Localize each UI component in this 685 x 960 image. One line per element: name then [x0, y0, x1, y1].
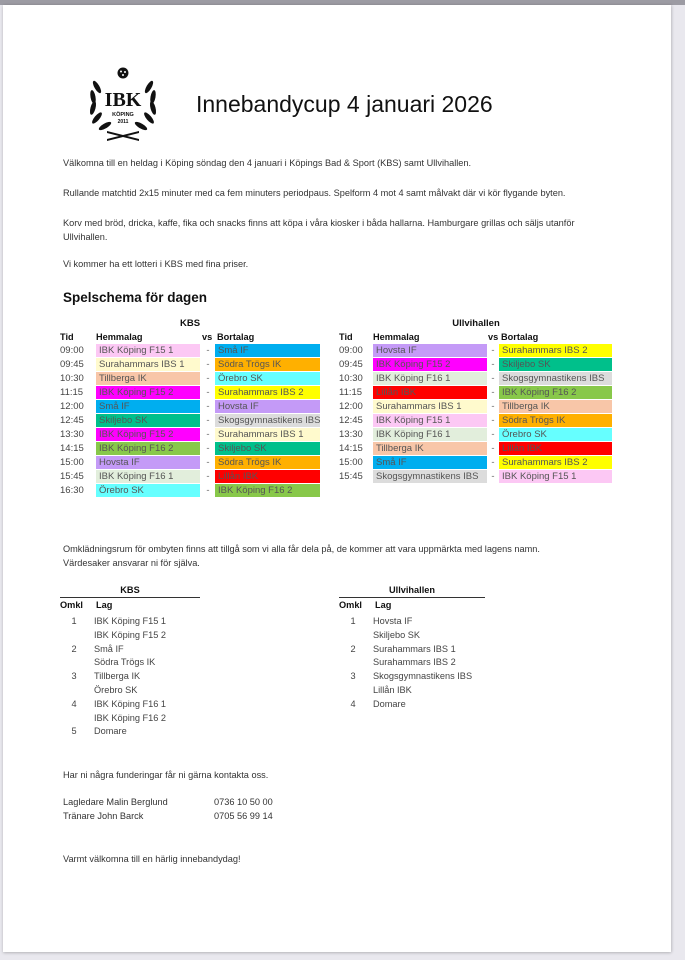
room-number: 1 — [350, 616, 356, 626]
vs-separator: - — [206, 373, 210, 384]
closing-text: Varmt välkomna till en härlig innebandydag! — [63, 854, 241, 864]
changing-room-row — [60, 655, 220, 669]
col-header-home: Hemmalag — [96, 332, 143, 342]
match-time: 16:30 — [60, 485, 84, 496]
room-number: 2 — [71, 643, 77, 654]
changing-room-row — [60, 711, 220, 725]
away-team-cell: Södra Trögs IK — [499, 414, 612, 427]
match-row — [60, 358, 320, 372]
match-row — [339, 400, 613, 414]
room-team: Lillån IBK — [373, 685, 412, 695]
home-team-cell: Surahammars IBS 1 — [96, 358, 200, 371]
col-header-time: Tid — [339, 332, 353, 342]
changing-room-row — [339, 655, 499, 669]
home-team-cell: IBK Köping F16 1 — [96, 470, 200, 483]
vs-separator: - — [491, 373, 495, 384]
away-team-cell: Skogsgymnastikens IBS — [499, 372, 612, 385]
home-team-cell: Skogsgymnastikens IBS — [373, 470, 487, 483]
intro-paragraph-4: Vi kommer ha ett lotteri i KBS med fina priser. — [63, 259, 249, 269]
match-row — [339, 428, 613, 442]
match-row — [60, 414, 320, 428]
intro-paragraph-2: Rullande matchtid 2x15 minuter med ca fem minuters periodpaus. Spelform 4 mot 4 samt målvakt där vi kör flygande byten. — [63, 188, 566, 198]
home-team-cell: Örebro SK — [96, 484, 200, 497]
room-team: Södra Trögs IK — [94, 657, 156, 668]
home-team-cell: IBK Köping F15 1 — [96, 344, 200, 357]
away-team-cell: Surahammars IBS 2 — [499, 344, 612, 357]
intro-paragraph-1: Välkomna till en heldag i Köping söndag den 4 januari i Köpings Bad & Sport (KBS) samt Ullvihallen. — [63, 158, 472, 168]
match-row — [60, 470, 320, 484]
home-team-cell: IBK Köping F15 2 — [373, 358, 487, 371]
room-team: Surahammars IBS 1 — [373, 643, 456, 654]
col-header-room: Omkl — [60, 600, 83, 610]
away-team-cell: IBK Köping F15 1 — [499, 470, 612, 483]
vs-separator: - — [206, 471, 210, 482]
match-time: 13:30 — [60, 429, 84, 440]
match-row — [339, 358, 613, 372]
vs-separator: - — [491, 429, 495, 440]
home-team-cell: Små IF — [96, 400, 200, 413]
contact-person-name: Lagledare Malin Berglund — [63, 797, 168, 807]
match-row — [60, 484, 320, 498]
home-team-cell: Hovsta IF — [373, 344, 487, 357]
match-row — [60, 344, 320, 358]
match-row — [339, 372, 613, 386]
room-number: 4 — [71, 698, 77, 709]
vs-separator: - — [491, 401, 495, 412]
vs-separator: - — [206, 485, 210, 496]
away-team-cell: Små IF — [215, 344, 320, 357]
match-row — [60, 400, 320, 414]
room-number: 4 — [350, 698, 356, 709]
room-team: Domare — [94, 726, 127, 737]
vs-separator: - — [206, 359, 210, 370]
room-number: 2 — [350, 643, 356, 654]
col-header-away: Bortalag — [217, 332, 255, 342]
away-team-cell: Skiljebo SK — [499, 358, 612, 371]
col-header-time: Tid — [60, 332, 74, 342]
match-time: 15:45 — [339, 471, 363, 482]
schedule-heading: Spelschema för dagen — [63, 290, 208, 305]
changing-rooms-ullvihallen-title: Ullvihallen — [339, 585, 485, 598]
away-team-cell: Lillån IBK — [499, 442, 612, 455]
vs-separator: - — [491, 457, 495, 468]
home-team-cell: Skiljebo SK — [96, 414, 200, 427]
match-row — [339, 470, 613, 484]
match-time: 12:45 — [60, 415, 84, 426]
vs-separator: - — [491, 345, 495, 356]
col-header-away: Bortalag — [501, 332, 539, 342]
room-team: Skiljebo SK — [373, 629, 420, 640]
col-header-team: Lag — [96, 600, 113, 610]
vs-separator: - — [206, 415, 210, 426]
match-time: 15:00 — [339, 457, 363, 468]
away-team-cell: Surahammars IBS 2 — [215, 386, 320, 399]
changing-room-row — [60, 724, 220, 738]
changing-room-row — [60, 697, 220, 711]
match-time: 09:00 — [60, 345, 84, 356]
home-team-cell: IBK Köping F16 2 — [96, 442, 200, 455]
schedule-ullvihallen-title: Ullvihallen — [452, 318, 500, 329]
col-header-home: Hemmalag — [373, 332, 420, 342]
changing-rooms-intro-1: Omklädningsrum för ombyten finns att tillgå som vi alla får dela på, de kommer att vara uppmärkta med lagens namn. — [63, 544, 540, 554]
vs-separator: - — [491, 387, 495, 398]
room-team: Tillberga IK — [94, 671, 141, 682]
away-team-cell: Surahammars IBS 2 — [499, 456, 612, 469]
match-time: 09:00 — [339, 345, 363, 356]
intro-paragraph-3-cont: Ullvihallen. — [63, 232, 108, 242]
room-number: 1 — [71, 616, 77, 626]
home-team-cell: IBK Köping F15 1 — [373, 414, 487, 427]
match-time: 12:00 — [60, 401, 84, 412]
changing-room-row — [339, 614, 499, 628]
changing-room-row — [339, 683, 499, 697]
away-team-cell: IBK Köping F16 2 — [499, 386, 612, 399]
home-team-cell: Lillån IBK — [373, 386, 487, 399]
vs-separator: - — [206, 443, 210, 454]
home-team-cell: Små IF — [373, 456, 487, 469]
away-team-cell: Skiljebo SK — [215, 442, 320, 455]
match-time: 09:45 — [60, 359, 84, 370]
vs-separator: - — [206, 401, 210, 412]
away-team-cell: Örebro SK — [215, 372, 320, 385]
room-team: Domare — [373, 698, 406, 709]
match-row — [60, 372, 320, 386]
match-time: 09:45 — [339, 359, 363, 370]
room-team: Hovsta IF — [373, 616, 413, 626]
contact-person-name: Tränare John Barck — [63, 811, 144, 821]
match-row — [339, 414, 613, 428]
col-header-vs: vs — [488, 332, 499, 342]
svg-text:KÖPING: KÖPING — [112, 112, 134, 118]
away-team-cell: Södra Trögs IK — [215, 358, 320, 371]
match-time: 14:15 — [60, 443, 84, 454]
home-team-cell: IBK Köping F15 2 — [96, 428, 200, 441]
room-team: Örebro SK — [94, 685, 138, 695]
changing-rooms-intro-2: Värdesaker ansvarar ni för själva. — [63, 558, 200, 568]
home-team-cell: Hovsta IF — [96, 456, 200, 469]
contact-intro: Har ni några funderingar får ni gärna kontakta oss. — [63, 770, 269, 780]
home-team-cell: IBK Köping F16 1 — [373, 428, 487, 441]
room-team: Surahammars IBS 2 — [373, 657, 456, 668]
room-team: IBK Köping F16 1 — [94, 698, 167, 709]
contact-person-phone: 0705 56 99 14 — [214, 811, 273, 821]
away-team-cell: Skogsgymnastikens IBS — [215, 414, 320, 427]
away-team-cell: Surahammars IBS 1 — [215, 428, 320, 441]
match-row — [60, 428, 320, 442]
schedule-kbs-title: KBS — [179, 318, 201, 329]
room-team: IBK Köping F15 2 — [94, 629, 167, 640]
vs-separator: - — [491, 471, 495, 482]
home-team-cell: IBK Köping F16 1 — [373, 372, 487, 385]
changing-room-row — [339, 628, 499, 642]
room-number: 3 — [350, 671, 356, 682]
match-time: 15:45 — [60, 471, 84, 482]
room-team: IBK Köping F15 1 — [94, 616, 167, 626]
changing-room-row — [60, 683, 220, 697]
changing-room-row — [60, 642, 220, 656]
away-team-cell: Tillberga IK — [499, 400, 612, 413]
contact-person-phone: 0736 10 50 00 — [214, 797, 273, 807]
document-title: Innebandycup 4 januari 2026 — [196, 91, 493, 117]
col-header-team: Lag — [375, 600, 392, 610]
match-row — [60, 456, 320, 470]
vs-separator: - — [206, 457, 210, 468]
col-header-room: Omkl — [339, 600, 362, 610]
vs-separator: - — [206, 387, 210, 398]
vs-separator: - — [206, 345, 210, 356]
changing-room-row — [60, 669, 220, 683]
vs-separator: - — [491, 359, 495, 370]
match-time: 14:15 — [339, 443, 363, 454]
match-time: 11:15 — [60, 387, 84, 398]
changing-room-row — [339, 669, 499, 683]
room-team: IBK Köping F16 2 — [94, 712, 167, 723]
document-page — [3, 5, 671, 952]
match-row — [339, 456, 613, 470]
ibk-koping-logo-icon — [85, 65, 161, 143]
svg-text:IBK: IBK — [104, 89, 142, 111]
match-time: 10:30 — [339, 373, 363, 384]
col-header-vs: vs — [202, 332, 213, 342]
match-row — [339, 344, 613, 358]
vs-separator: - — [206, 429, 210, 440]
home-team-cell: Tillberga IK — [96, 372, 200, 385]
room-number: 3 — [71, 671, 77, 682]
svg-text:2011: 2011 — [117, 119, 129, 125]
match-row — [60, 442, 320, 456]
vs-separator: - — [491, 443, 495, 454]
match-row — [339, 442, 613, 456]
home-team-cell: Tillberga IK — [373, 442, 487, 455]
home-team-cell: Surahammars IBS 1 — [373, 400, 487, 413]
match-time: 15:00 — [60, 457, 84, 468]
match-time: 10:30 — [60, 373, 84, 384]
changing-rooms-kbs-title: KBS — [60, 585, 200, 598]
match-row — [339, 386, 613, 400]
match-row — [60, 386, 320, 400]
home-team-cell: IBK Köping F15 2 — [96, 386, 200, 399]
room-team: Små IF — [94, 643, 124, 654]
changing-room-row — [60, 614, 220, 628]
match-time: 12:00 — [339, 401, 363, 412]
match-time: 12:45 — [339, 415, 363, 426]
room-team: Skogsgymnastikens IBS — [373, 671, 473, 682]
match-time: 13:30 — [339, 429, 363, 440]
changing-room-row — [60, 628, 220, 642]
changing-room-row — [339, 642, 499, 656]
away-team-cell: Södra Trögs IK — [215, 456, 320, 469]
away-team-cell: Örebro SK — [499, 428, 612, 441]
room-number: 5 — [71, 726, 77, 737]
away-team-cell: IBK Köping F16 2 — [215, 484, 320, 497]
intro-paragraph-3: Korv med bröd, dricka, kaffe, fika och snacks finns att köpa i våra kiosker i båda hallarna. Hamburgare grillas och säljs utanför — [63, 218, 575, 228]
match-time: 11:15 — [339, 387, 363, 398]
changing-room-row — [339, 697, 499, 711]
away-team-cell: Hovsta IF — [215, 400, 320, 413]
vs-separator: - — [491, 415, 495, 426]
away-team-cell: Lillån IBK — [215, 470, 320, 483]
